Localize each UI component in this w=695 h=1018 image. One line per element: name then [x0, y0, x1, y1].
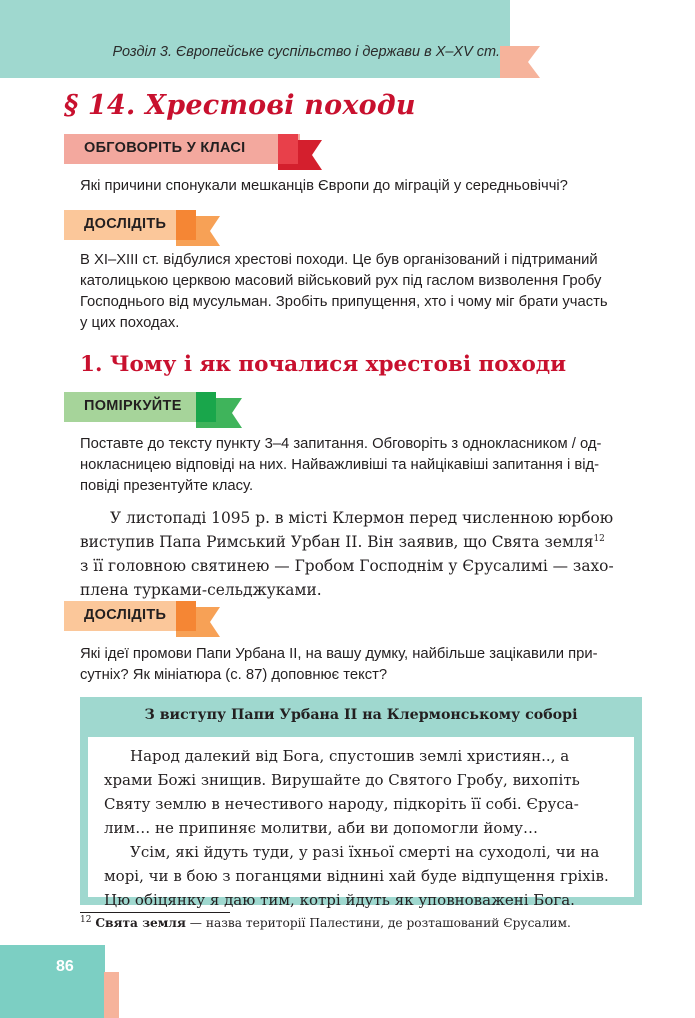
research-text-1-line: Господнього від мусульман. Зробіть припущення, хто і чому міг брати участь [80, 294, 608, 310]
source-line: Народ далекий від Бога, спустошив землі християн.., а [130, 747, 570, 765]
think-banner [64, 392, 249, 422]
research-text-2-line: сутніх? Як мініатюра (с. 87) доповнює текст? [80, 667, 388, 683]
discuss-flag-icon [278, 134, 322, 170]
page-number: 86 [56, 958, 74, 975]
think-text-line: нокласницею відповіді на них. Найважливіші та найцікавіші запитання і від- [80, 457, 600, 473]
discuss-text: Які причини спонукали мешканців Європи до міграцій у середньовіччі? [80, 178, 568, 194]
header-ribbon-decoration [500, 46, 540, 78]
research-flag-icon [176, 601, 220, 637]
discuss-banner [64, 134, 319, 164]
research-text-1-line: В XI–XIII ст. відбулися хрестові походи. Це був організований і підтриманий [80, 252, 598, 268]
think-text-line: повіді презентуйте класу. [80, 478, 254, 494]
source-line: лим… не припиняє молитви, аби ви допомогли йому… [104, 819, 538, 837]
footnote [80, 916, 571, 930]
think-text-line: Поставте до тексту пункту 3–4 запитання. Обговоріть з однокласником / од- [80, 436, 602, 452]
page-number-tab [0, 945, 105, 1018]
research-label-1: ДОСЛІДІТЬ [84, 216, 167, 232]
main-text-line: У листопаді 1095 р. в місті Клермон перед численною юрбою [110, 509, 614, 527]
discuss-label: ОБГОВОРІТЬ У КЛАСІ [84, 140, 246, 156]
source-line: храми Божі знищив. Вирушайте до Святого Гробу, вихопіть [104, 771, 580, 789]
research-flag-icon [176, 210, 220, 246]
research-banner-1 [64, 210, 234, 240]
research-banner-2 [64, 601, 234, 631]
think-label: ПОМІРКУЙТЕ [84, 398, 182, 414]
research-text-1 [80, 250, 650, 334]
footnote-term: Свята земля [95, 916, 186, 930]
footnote-definition: — назва території Палестини, де розташований Єрусалим. [185, 916, 571, 930]
header-band [0, 0, 510, 78]
section-title: § 14. Хрестові походи [64, 90, 416, 121]
footnote-rule [80, 912, 230, 913]
source-text [104, 744, 618, 912]
source-line: морі, чи в бою з поганцями віднині хай буде відпущення гріхів. [104, 867, 609, 885]
research-text-1-line: у цих походах. [80, 315, 180, 331]
footnote-number: 12 [80, 914, 92, 925]
source-line: Усім, які йдуть туди, у разі їхньої смерті на суходолі, чи на [130, 843, 600, 861]
source-title: З виступу Папи Урбана II на Клермонському соборі [144, 707, 578, 723]
running-head: Розділ 3. Європейське суспільство і держави в X–XV ст. [112, 44, 500, 60]
main-text-line: з її головною святинею — Гробом Господнім у Єрусалимі — захо- [80, 557, 614, 575]
think-text [80, 434, 650, 497]
main-text-line: плена турками-сельджуками. [80, 581, 322, 599]
main-text-line: виступив Папа Римський Урбан II. Він заявив, що Свята земля$^{12}$ [80, 533, 605, 551]
main-text [80, 506, 642, 602]
source-line: Цю обіцянку я даю тим, котрі йдуть як уповноважені Бога. [104, 891, 575, 909]
research-text-2-line: Які ідеї промови Папи Урбана II, на вашу думку, найбільше зацікавили при- [80, 646, 598, 662]
footnote-mark: 12 [593, 533, 605, 544]
page-tab-accent [104, 972, 119, 1018]
subsection-heading: 1. Чому і як почалися хрестові походи [80, 352, 567, 377]
research-text-1-line: католицькою церквою масовий військовий рух під гаслом визволення Гробу [80, 273, 602, 289]
research-label-2: ДОСЛІДІТЬ [84, 607, 167, 623]
think-flag-icon [196, 392, 242, 428]
research-text-2 [80, 644, 650, 686]
source-line: Святу землю в нечестивого народу, підкоріть її собі. Єруса- [104, 795, 579, 813]
